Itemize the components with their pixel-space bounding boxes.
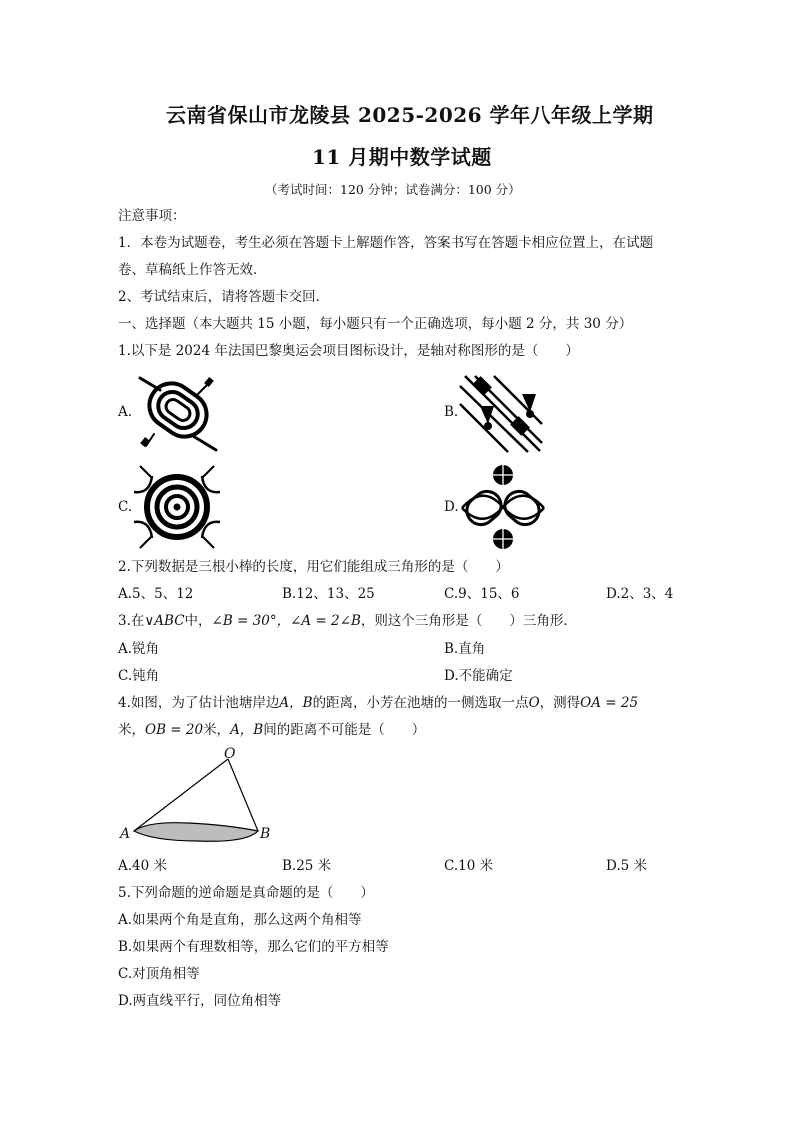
segment-ob: [228, 759, 258, 831]
q4-part9: 米，: [203, 722, 231, 738]
pond-triangle-figure: [118, 745, 278, 845]
q3-angle-condition: ∠B = 30°，∠A = 2∠B: [211, 613, 361, 629]
q4-part5: ，测得: [539, 695, 581, 711]
exam-title-line2: 11 月期中数学试题: [312, 145, 492, 169]
q2-option-a: A.5、5、12: [118, 586, 194, 602]
q5-option-b: B.如果两个有理数相等，那么它们的平方相等: [118, 939, 389, 955]
q4-part1: 4.如图，为了估计池塘岸边: [118, 695, 280, 711]
notes-heading: 注意事项：: [118, 208, 186, 224]
q1-option-d-label: D.: [444, 499, 459, 515]
q4-part11: 间的距离不可能是（ ）: [263, 722, 426, 738]
q5-stem: 5.下列命题的逆命题是真命题的是（ ）: [118, 885, 374, 901]
note-item1-line2: 卷、草稿纸上作答无效．: [118, 262, 267, 278]
note-item1-line1: 1．本卷为试题卷，考生必须在答题卡上解题作答，答案书写在答题卡相应位置上，在试题: [118, 235, 654, 251]
q1-option-a-label: A.: [118, 404, 133, 420]
q4-part3: 的距离，小芳在池塘的一侧选取一点: [312, 695, 529, 711]
q2-option-c: C.9、15、6: [444, 586, 520, 602]
badminton-icon: [460, 376, 542, 452]
q1-option-b-label: B.: [444, 404, 459, 420]
q3-stem-part1: 3.在: [118, 613, 145, 629]
pond-shape: [134, 823, 258, 842]
q4-point-o: O: [528, 695, 540, 711]
q3-option-c: C.钝角: [118, 668, 160, 684]
q4-option-c: C.10 米: [444, 858, 494, 874]
q4-stem-line2: [118, 721, 425, 739]
q3-option-d: D.不能确定: [444, 668, 513, 684]
segment-oa: [134, 759, 228, 831]
q3-stem: [118, 612, 577, 630]
q3-triangle: ∨ABC: [144, 613, 185, 629]
point-a-label: A: [120, 826, 131, 842]
q4-option-b: B.25 米: [282, 858, 332, 874]
point-o-label: O: [224, 746, 236, 762]
basketball-3x3-icon: [458, 464, 548, 550]
q3-stem-part3: 中，: [184, 613, 212, 629]
q5-option-d: D.两直线平行，同位角相等: [118, 993, 282, 1009]
note-item2: 2、考试结束后，请将答题卡交回．: [118, 289, 330, 305]
q4-points-ab-2: A，B: [230, 722, 264, 738]
q4-option-a: A.40 米: [118, 858, 168, 874]
q1-option-c-label: C.: [118, 499, 133, 515]
section1-heading: 一、选择题（本大题共 15 小题，每小题只有一个正确选项，每小题 2 分，共 30 分）: [118, 316, 633, 332]
q4-points-ab: A，B: [279, 695, 313, 711]
q3-option-a: A.锐角: [118, 641, 160, 657]
q3-option-b: B.直角: [444, 641, 486, 657]
q1-stem: 1.以下是 2024 年法国巴黎奥运会项目图标设计，是轴对称图形的是（ ）: [118, 343, 579, 359]
q4-stem-line1: [118, 694, 638, 712]
q2-stem: 2.下列数据是三根小棒的长度，用它们能组成三角形的是（ ）: [118, 559, 509, 575]
q2-option-d: D.2、3、4: [606, 586, 674, 602]
exam-info: （考试时间：120 分钟；试卷满分：100 分）: [265, 182, 521, 197]
q3-stem-part5: ，则这个三角形是（ ）三角形．: [360, 613, 577, 629]
point-b-label: B: [260, 826, 271, 842]
archery-target-icon: [132, 464, 222, 550]
q4-ob-length: OB = 20: [145, 722, 204, 738]
q4-oa-length: OA = 25: [580, 695, 639, 711]
q5-option-a: A.如果两个角是直角，那么这两个角相等: [118, 912, 362, 928]
q2-option-b: B.12、13、25: [282, 586, 375, 602]
exam-title-line1: 云南省保山市龙陵县 2025-2026 学年八年级上学期: [166, 103, 654, 127]
q4-part7: 米，: [118, 722, 145, 738]
q4-option-d: D.5 米: [606, 858, 648, 874]
athletics-track-icon: [138, 376, 218, 452]
q5-option-c: C.对顶角相等: [118, 966, 200, 982]
